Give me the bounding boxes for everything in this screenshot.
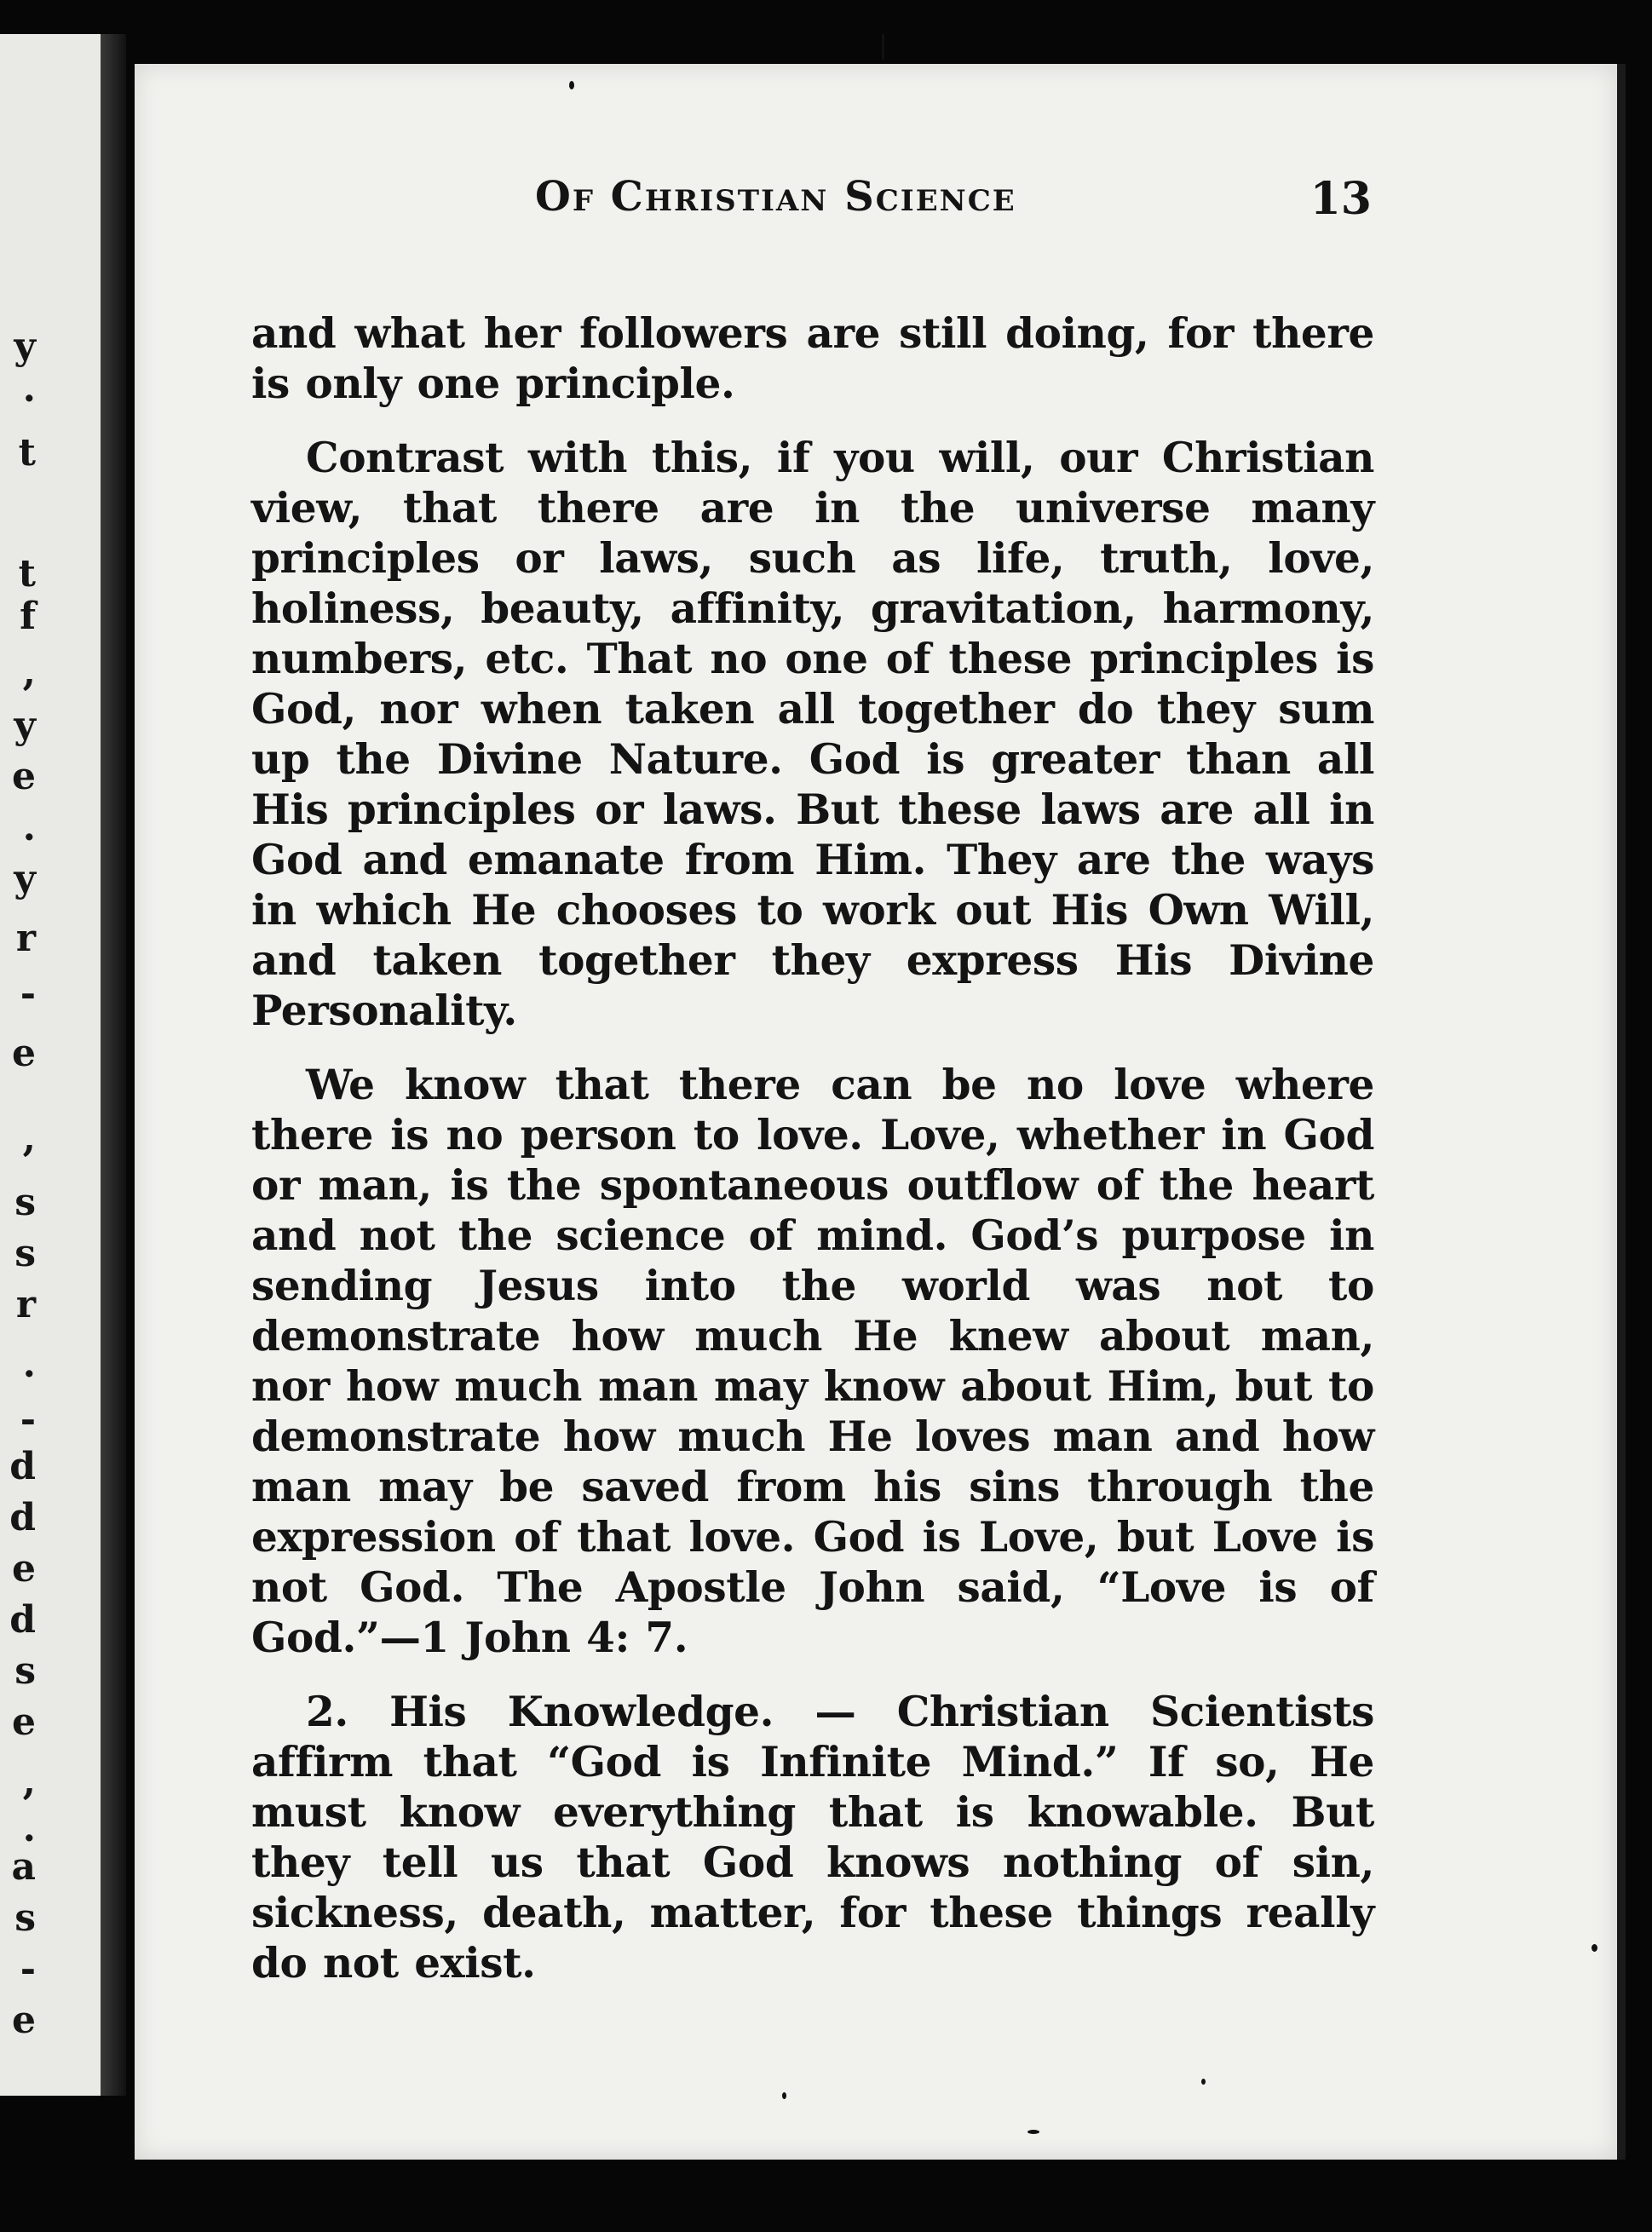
previous-page-fragment: , xyxy=(22,1117,36,1160)
previous-page-fragment: s xyxy=(14,1649,36,1693)
paragraph-text: Christian Scientists affirm that “God is Infinite Mind.” If so, He must know everything that is knowable. But they tell us that God knows nothing of sin, sickness, death, matter, for these things really do not exist. xyxy=(251,1688,1374,1988)
previous-page-edge xyxy=(0,34,101,2096)
paragraph: We know that there can be no love where there is no person to love. Love, whether in God or man, is the spontaneous outflow of the heart and not the science of mind. God’s purpose in sending Jesus into the world was not to demonstrate how much He knew about man, nor how much man may know about Him, but to demonstrate how much He loves man and how man may be saved from his sins through the expression of that love. God is Love, but Love is not God. The Apostle John said, “Love is of God.”—1 John 4: 7. xyxy=(251,1061,1374,1662)
previous-page-fragment: s xyxy=(14,1896,36,1940)
previous-page-fragment: f xyxy=(20,595,36,638)
previous-page-fragment: - xyxy=(20,1947,36,1991)
body-text xyxy=(251,308,1374,2012)
previous-page-fragment: . xyxy=(22,1343,36,1386)
previous-page-fragment: . xyxy=(22,1807,36,1850)
previous-page-fragment: . xyxy=(22,367,36,411)
previous-page-fragment: y xyxy=(14,857,36,900)
scan-speck xyxy=(1592,1944,1597,1952)
previous-page-fragment: - xyxy=(20,972,36,1015)
page-number: 13 xyxy=(1310,173,1372,225)
previous-page-fragment: t xyxy=(18,552,36,595)
previous-page-fragment: - xyxy=(20,1398,36,1441)
previous-page-fragment: s xyxy=(14,1232,36,1275)
paragraph xyxy=(251,1687,1374,1988)
paragraph: and what her followers are still doing, for there is only one principle. xyxy=(251,309,1374,408)
previous-page-fragment: d xyxy=(9,1496,36,1539)
page-edge-shadow xyxy=(1617,64,1626,2160)
scan-speck xyxy=(1201,2079,1206,2085)
paragraph: Contrast with this, if you will, our Christian view, that there are in the universe many principles or laws, such as life, truth, love, holiness, beauty, affinity, gravitation, harmony, numbers, etc. That no one of these principles is God, nor when taken all together do they sum up the Divine Nature. God is greater than all His principles or laws. But these laws are all in God and emanate from Him. They are the ways in which He chooses to work out His Own Will, and taken together they express His Divine Personality. xyxy=(251,434,1374,1035)
scan-speck xyxy=(1027,2130,1039,2134)
previous-page-fragment: e xyxy=(12,1032,36,1075)
previous-page-fragment: y xyxy=(14,325,36,368)
previous-page-fragment: r xyxy=(15,917,36,960)
previous-page-fragment: y xyxy=(14,704,36,747)
previous-page-fragment: e xyxy=(12,1700,36,1744)
scan-speck xyxy=(569,81,574,89)
previous-page-fragment: d xyxy=(9,1598,36,1642)
previous-page-fragment: r xyxy=(15,1283,36,1326)
previous-page-fragment: t xyxy=(18,431,36,475)
previous-page-fragment: s xyxy=(14,1181,36,1224)
previous-page-fragment: , xyxy=(22,651,36,694)
previous-page-fragment: , xyxy=(22,1760,36,1803)
previous-page-fragment: . xyxy=(22,806,36,849)
section-heading: 2. His Knowledge. — xyxy=(306,1688,856,1736)
running-head-title: Of Christian Science xyxy=(535,173,1016,221)
previous-page-fragment: e xyxy=(12,1547,36,1591)
previous-page-fragment: a xyxy=(11,1845,36,1889)
previous-page-fragment: e xyxy=(12,755,36,798)
scan-speck xyxy=(882,34,884,60)
page-header xyxy=(400,166,1372,234)
previous-page-fragment: d xyxy=(9,1445,36,1488)
scan-speck xyxy=(782,2092,786,2099)
previous-page-fragment: e xyxy=(12,1999,36,2042)
gutter-shadow xyxy=(101,34,126,2096)
